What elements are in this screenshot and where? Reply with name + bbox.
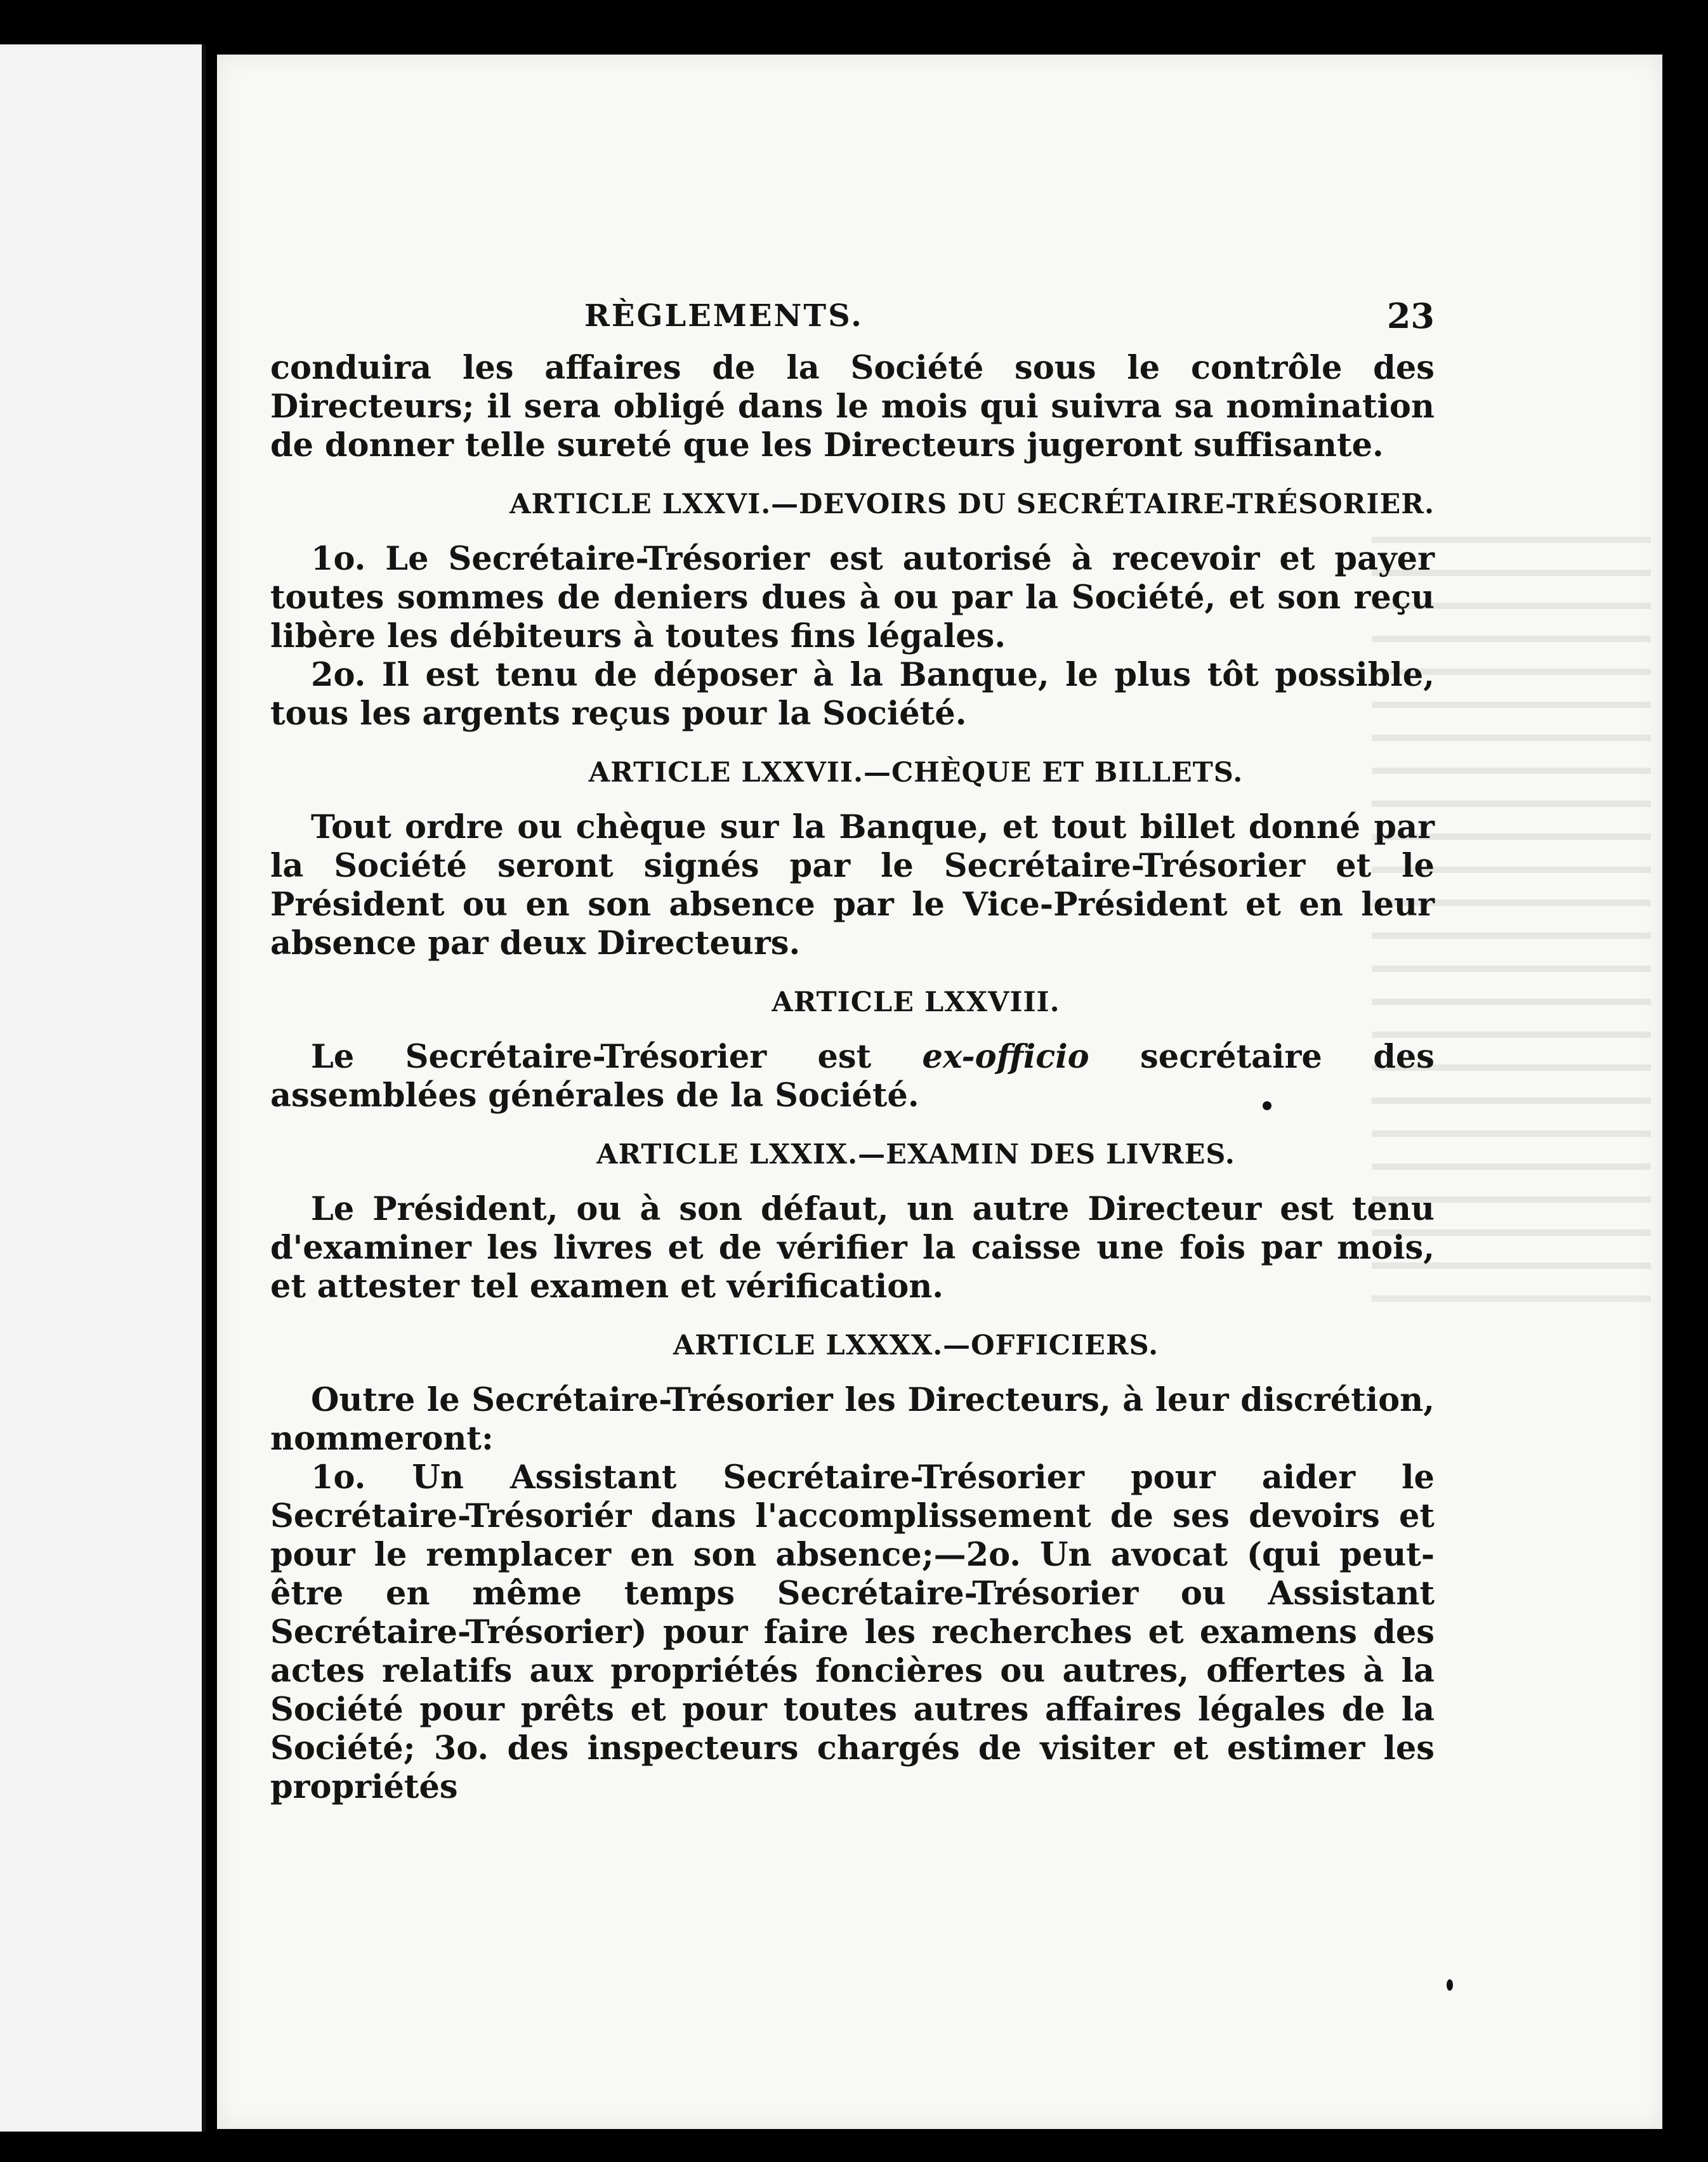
article-80-list: 1o. Un Assistant Secrétaire-Trésorier pour aider le Secrétaire-Trésoriér dans l'accomplissement de ses devoirs et pour le remplacer en son absence;—2o. Un avocat (qui peut-être en même temps Secrétaire-Trésorier ou Assistant Secrétaire-Trésorier) pour faire les recherches et examens des actes relatifs aux propriétés foncières ou autres, offertes à la Société pour prêts et pour toutes autres affaires légales de la Société; 3o. des inspecteurs chargés de visiter et estimer les propriétés [270,1458,1435,1806]
article-77-heading: ARTICLE LXXVII.—CHÈQUE ET BILLETS. [588,757,1244,789]
article-80-intro: Outre le Secrétaire-Trésorier les Directeurs, à leur discrétion, nommeront: [270,1381,1435,1458]
page-content [270,298,1435,1807]
article-78-text-end: secrétaire des assemblées générales de la Société. [270,1038,1435,1115]
paragraph-continuation: conduira les affaires de la Société sous le contrôle des Directeurs; il sera obligé dans le mois qui suivra sa nomination de donner telle sureté que les Directeurs jugeront suffisante. [270,349,1435,464]
running-header [270,298,1435,349]
article-76-clause-2: 2o. Il est tenu de déposer à la Banque, le plus tôt possible, tous les argents reçus pour la Société. [270,656,1435,733]
article-76-clause-1: 1o. Le Secrétaire-Trésorier est autorisé à recevoir et payer toutes sommes de deniers dues à ou par la Société, et son reçu libère les débiteurs à toutes fins légales. [270,540,1435,655]
article-80-heading: ARTICLE LXXXX.—OFFICIERS. [673,1330,1159,1361]
article-78-text-start: Le Secrétaire-Trésorier est [311,1038,923,1076]
article-78-text [270,1038,1435,1115]
page-number: 23 [1386,296,1435,336]
article-76-heading: ARTICLE LXXVI.—DEVOIRS DU SECRÉTAIRE-TRÉSORIER. [509,488,1435,520]
facing-page-edge [0,44,206,2132]
running-title: RÈGLEMENTS. [584,298,864,334]
article-78-heading: ARTICLE LXXVIII. [772,986,1060,1018]
ink-speck [1447,1979,1453,1991]
article-79-heading: ARTICLE LXXIX.—EXAMIN DES LIVRES. [596,1139,1235,1170]
article-77-text: Tout ordre ou chèque sur la Banque, et tout billet donné par la Société seront signés par le Secrétaire-Trésorier et le Président ou en son absence par le Vice-Président et en leur absence par deux Directeurs. [270,808,1435,962]
article-79-text: Le Président, ou à son défaut, un autre Directeur est tenu d'examiner les livres et de vérifier la caisse une fois par mois, et attester tel examen et vérification. [270,1190,1435,1306]
article-78-latin-term: ex-officio [922,1038,1089,1076]
